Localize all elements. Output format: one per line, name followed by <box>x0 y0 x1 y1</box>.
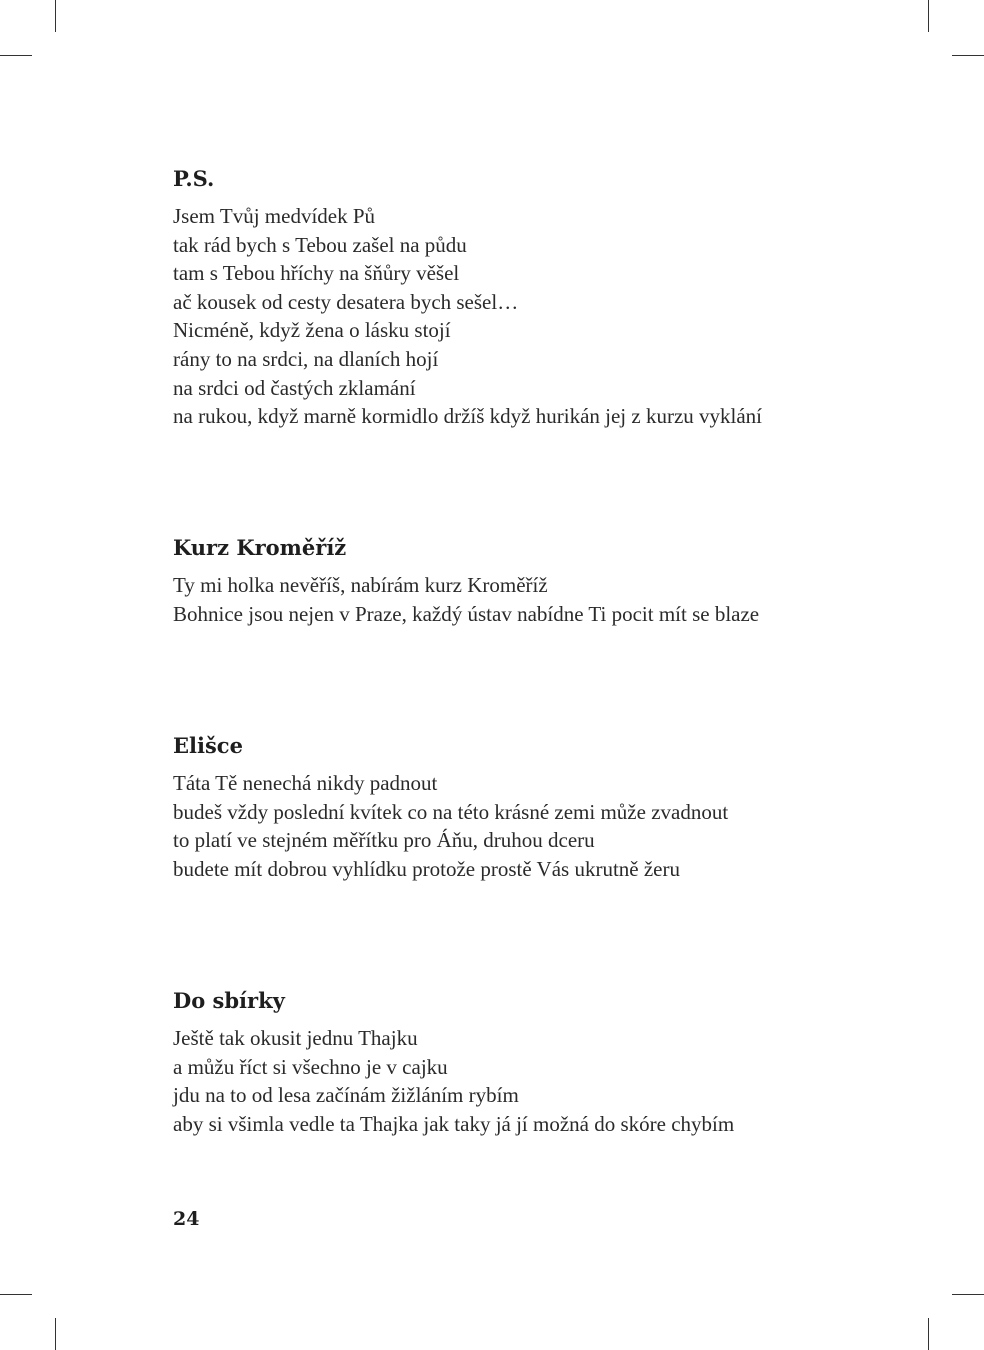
page-number: 24 <box>173 1208 200 1230</box>
poem-line: tak rád bych s Tebou zašel na půdu <box>173 232 467 257</box>
poem-title: Elišce <box>173 733 243 758</box>
poem-line: budeš vždy poslední kvítek co na této krásné zemi může zvadnout <box>173 799 729 824</box>
poem-line: ač kousek od cesty desatera bych sešel… <box>173 289 519 314</box>
poem-elisce <box>173 733 873 883</box>
crop-mark-bottom-left-horizontal <box>0 1294 32 1295</box>
crop-mark-bottom-left-vertical <box>55 1318 56 1350</box>
poem-lines <box>173 202 873 431</box>
poem-line: Nicméně, když žena o lásku stojí <box>173 318 451 343</box>
poem-ps <box>173 166 873 431</box>
poem-line: Táta Tě nenechá nikdy padnout <box>173 771 438 795</box>
poem-kurz-kromeriz <box>173 535 873 628</box>
crop-mark-top-left-vertical <box>55 0 56 32</box>
poem-lines <box>173 571 873 628</box>
crop-mark-top-right-horizontal <box>952 55 984 56</box>
poem-line: Ty mi holka nevěříš, nabírám kurz Kroměříž <box>173 573 548 597</box>
poem-line: budete mít dobrou vyhlídku protože prostě Vás ukrutně žeru <box>173 856 680 881</box>
poem-line: tam s Tebou hříchy na šňůry věšel <box>173 261 460 286</box>
poem-line: na srdci od častých zklamání <box>173 375 416 400</box>
poem-title: Do sbírky <box>173 988 285 1013</box>
poem-line: rány to na srdci, na dlaních hojí <box>173 346 439 371</box>
poem-lines <box>173 1024 873 1138</box>
poem-line: jdu na to od lesa začínám žižláním rybím <box>173 1083 519 1108</box>
poem-line: Ještě tak okusit jednu Thajku <box>173 1026 418 1050</box>
crop-mark-bottom-right-horizontal <box>952 1294 984 1295</box>
poem-do-sbirky <box>173 988 873 1138</box>
poem-line: na rukou, když marně kormidlo držíš když hurikán jej z kurzu vyklání <box>173 404 763 429</box>
poem-line: a můžu říct si všechno je v cajku <box>173 1054 448 1079</box>
poem-title: Kurz Kroměříž <box>173 535 347 560</box>
crop-mark-top-right-vertical <box>928 0 929 32</box>
crop-mark-top-left-horizontal <box>0 55 32 56</box>
poem-line: Bohnice jsou nejen v Praze, každý ústav nabídne Ti pocit mít se blaze <box>173 601 760 626</box>
poem-lines <box>173 769 873 883</box>
poem-line: aby si všimla vedle ta Thajka jak taky já jí možná do skóre chybím <box>173 1111 735 1136</box>
crop-mark-bottom-right-vertical <box>928 1318 929 1350</box>
poem-title: P.S. <box>173 166 215 191</box>
poem-line: Jsem Tvůj medvídek Pů <box>173 204 376 228</box>
poem-line: to platí ve stejném měřítku pro Áňu, druhou dceru <box>173 828 595 853</box>
